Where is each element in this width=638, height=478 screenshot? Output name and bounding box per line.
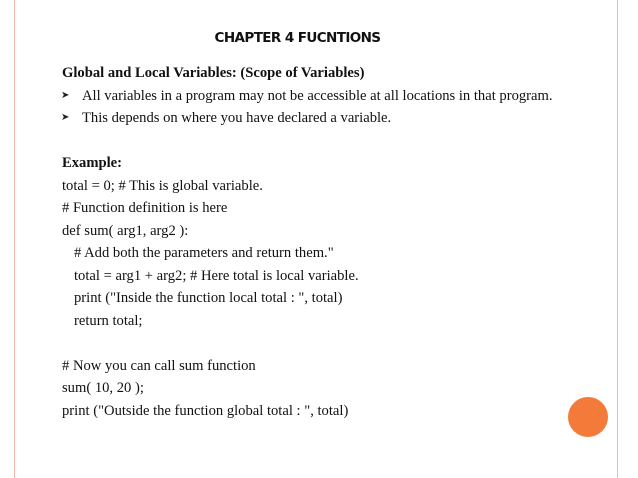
arrow-bullet-icon: ➤: [61, 112, 70, 123]
code-line: def sum( arg1, arg2 ):: [62, 222, 189, 239]
spacer: [62, 130, 579, 153]
slide-body: [62, 62, 579, 422]
bullet-text: This depends on where you have declared a variable.: [82, 110, 392, 126]
code-line: # Add both the parameters and return them.": [74, 245, 334, 261]
example-label: Example:: [62, 155, 122, 171]
spacer: [62, 332, 579, 355]
code-line: total = 0; # This is global variable.: [62, 177, 263, 194]
code-line: print ("Outside the function global total : ", total): [62, 402, 349, 419]
slide-title: CHAPTER 4 FUCNTIONS: [214, 30, 381, 46]
code-line: # Function definition is here: [62, 200, 228, 216]
arrow-bullet-icon: ➤: [61, 89, 70, 101]
code-line: return total;: [74, 312, 143, 329]
bullet-item: [62, 107, 579, 130]
code-line: sum( 10, 20 );: [62, 380, 144, 396]
right-border-line: [617, 0, 618, 478]
bullet-item: [62, 85, 579, 108]
code-line: # Now you can call sum function: [62, 357, 256, 374]
section-heading: Global and Local Variables: (Scope of Variables): [62, 65, 365, 81]
code-line: total = arg1 + arg2; # Here total is local variable.: [74, 267, 359, 284]
left-border-line: [14, 0, 15, 478]
bullet-text: All variables in a program may not be accessible at all locations in that program.: [82, 87, 553, 104]
code-line: print ("Inside the function local total : ", total): [74, 290, 343, 306]
decorative-circle: [568, 397, 608, 437]
